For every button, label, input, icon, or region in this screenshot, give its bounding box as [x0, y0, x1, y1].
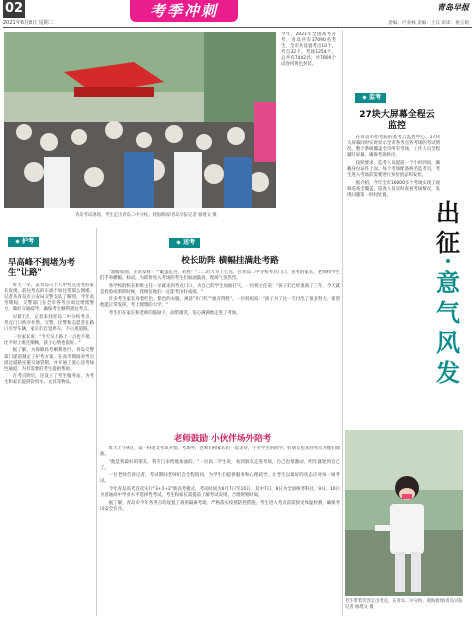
diamond-icon [15, 239, 19, 243]
title-char: 风 [436, 328, 460, 357]
article-teacher [100, 446, 340, 616]
section-tag-jiankao [355, 93, 386, 103]
article-jiankao [347, 135, 440, 280]
tag-label: 送考 [183, 239, 196, 246]
paragraph: 许多考生家长身着红色、紫色的衣服，寓意"开门红""旗开得胜"。一位妈妈说："孩子为了这一天付出了很多努力，希望他能正常发挥，考上理想的大学。" [100, 297, 340, 309]
title-char: 气 [436, 298, 460, 327]
title-char: 意 [436, 268, 460, 297]
section-tag-songkao [169, 238, 200, 248]
paragraph: 各学校的校长和班主任一早就来到考点门口，为自己的学生加油打气。一位班主任说："孩子们已经准备了三年，今天就是检验成果的时候，我相信他们一定能考出好成绩。" [100, 283, 340, 295]
paragraph: 一位老师告诉记者，考试期间老师们会全程陪同，为学生们提供服务和心理疏导，让考生以最好的状态应对每一场考试。 [100, 473, 340, 485]
page-number: 02 [4, 1, 24, 16]
paragraph: "超级加油，正常发挥！""破釜沉舟，必胜！"……昨天早上七点，在青岛二中分校考点门口，送考的家长、老师和学生们手举横幅、标语，为即将进入考场的考生们加油鼓劲，现场气氛热烈。 [100, 270, 340, 282]
paragraph: 据了解，青岛市今年各考点均设置了备用隔离考场，严格落实疫情防控措施，考生进入考点前需接受体温检测，确保考试安全有序。 [100, 500, 340, 512]
paragraph: 据介绍，今年全市16000多个考场实现了视频巡查全覆盖，巡查人员实时查看考场情况，发现问题第一时间处置。 [347, 180, 440, 198]
paragraph: "他是我最好的朋友，我专门来给他加油的。"一位高二学生说，看到朋友走进考场，自己也很激动，明年就轮到自己了。 [100, 459, 340, 471]
photo-caption-2: 考生带着笑容走出考点，在青岛二中分校。观海新闻/青岛早报记者 杨增文 摄 [345, 599, 463, 610]
paragraph: 据了解，为保障高考顺利进行，青岛交警部门提前制定了护考方案，在高考期间对考点周边道路实施交通管制，并开通了爱心送考绿色通道，为有需要的考生提供帮助。 [4, 348, 94, 372]
section-tag-hukao [8, 237, 39, 247]
headline-teacher: 老师鼓励 小伙伴场外陪考 [173, 434, 272, 444]
column-divider [342, 30, 343, 616]
student-photo [345, 430, 463, 596]
title-char: 出 [436, 198, 460, 227]
headline-jiankao: 27块大屏幕全程云监控 [359, 110, 435, 131]
tag-label: 护考 [22, 238, 35, 245]
editor-line: 责编：卢亚林 美编：王宾 审读：侯玉娟 [387, 21, 469, 26]
paragraph: 在青岛市招考院的高考云监控中心，27块大屏幕同时实时显示全市各考点各考场的考试情况，整个系统覆盖全市所有考场，工作人员全程紧盯屏幕，确保考场秩序。 [347, 135, 440, 159]
headline-hukao: 早高峰不拥堵为考生"让路" [8, 257, 75, 277]
paragraph: 在考点附近，还设立了考生服务站，为考生和家长提供饮用水、文具等物品。 [4, 374, 94, 386]
column-divider [96, 228, 97, 616]
photo-caption: 青岛考试现场，考生走出青岛二中分校。观海新闻/青岛早报记者 杨增文 摄 [75, 213, 217, 218]
title-dot [446, 259, 450, 263]
date-line: 2021年6月8日 星期二 [3, 20, 54, 26]
article-songkao [100, 270, 340, 430]
header-rule [3, 27, 472, 28]
paragraph: 昨天一早，去青岛六十八中考点送考的家长发现，前往考点的车流不如往常那么拥堵。记者从青岛市公安局交警支队了解到，今年高考期间，交警部门在全市各考点周边增派警力，做好交通疏导，确保考生顺利到达考点。 [4, 283, 94, 313]
tag-label: 监考 [369, 94, 382, 101]
paragraph: 按照要求，监考人员提前一个小时到岗，佩戴身份证件上岗。每个考场配备两名监考员，考生进入考场前需要进行身份验证和安检。 [347, 160, 440, 179]
section-banner: 考季冲刺 [130, 0, 238, 22]
diamond-icon [362, 95, 366, 99]
paragraph: 一位家长说："今天早上路上一点也不堵，比平时上班还顺畅，孩子心情也很好。" [4, 334, 94, 346]
paragraph: 今年青岛高考首次实行"3+1+2"新高考模式，考试时间为6月7日至10日，其中7日、8日为全国统考科目，9日、10日为普通高中学业水平选择性考试。考生和家长需提前了解考试安排，合理规划时间。 [100, 487, 340, 499]
intro-text: 今年，2021年全国高考开考，青岛共有37090名考生，全市共设置考点10个，考点32个，考场1254个，总共有7442名，共7800个试卷用黄色封装。 [281, 32, 336, 68]
paragraph: 考生们在家长和老师的鼓励下，面带微笑，信心满满地走进了考场。 [108, 311, 241, 317]
exam-crowd-photo [4, 32, 276, 208]
diamond-icon [176, 240, 180, 244]
masthead-logo: 青岛早报 [437, 3, 469, 12]
title-char: 发 [436, 358, 460, 387]
paragraph: 昨天上午9点，第一科语文考试开始。考场外，老师们和家长们一起等待，不少学生的同学、好朋友也来到考点为他们加油。 [100, 446, 340, 458]
title-char: 征 [436, 228, 460, 257]
vertical-title [432, 198, 464, 388]
headline-songkao: 校长助阵 横幅挂满赴考路 [181, 256, 279, 266]
paragraph: 早晨7点，记者来到青岛二中分校考点，考点门口秩序井然。交警、民警和志愿者在路口引导车辆，家长们自觉停车，不占用道路。 [4, 314, 94, 333]
article-hukao [4, 283, 94, 608]
